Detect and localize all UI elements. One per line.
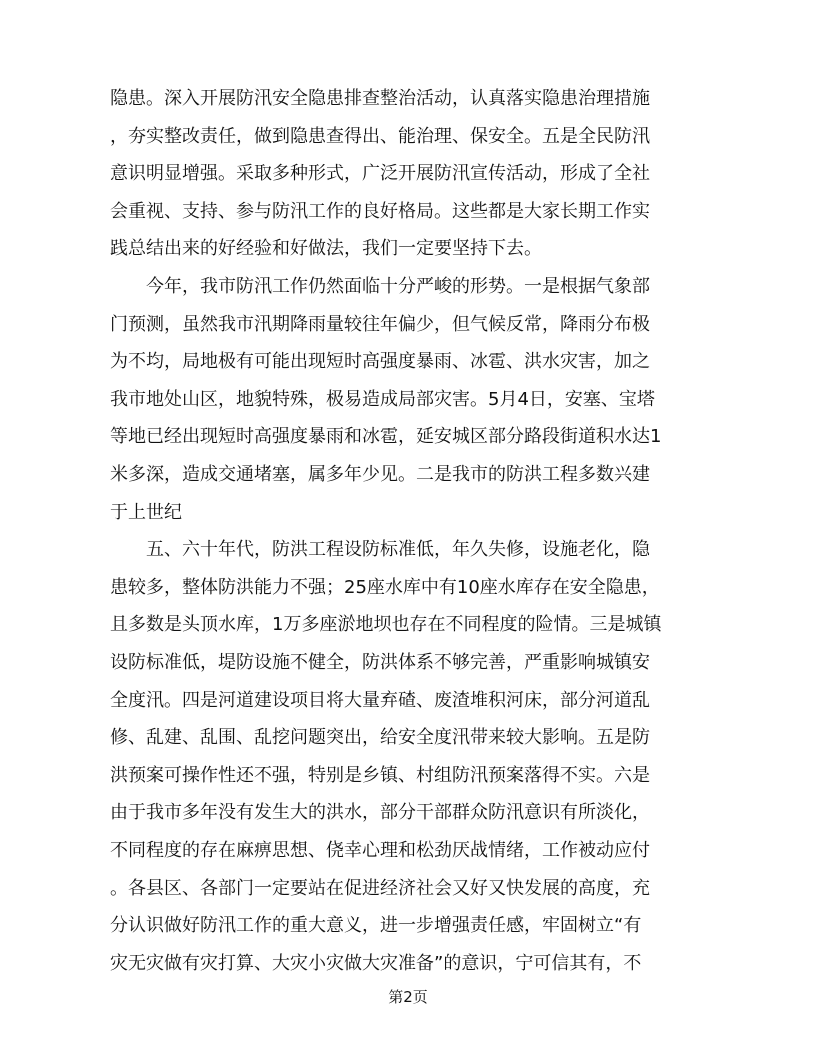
text-line-8: 为不均，局地极有可能出现短时高强度暴雨、冰雹、洪水灾害，加之 (110, 351, 650, 372)
text-line-22: 。各县区、各部门一定要站在促进经济社会又好又快发展的高度，充 (110, 878, 650, 899)
text-line-7: 门预测，虽然我市汛期降雨量较往年偏少，但气候反常，降雨分布极 (110, 314, 650, 335)
text-line-20: 由于我市多年没有发生大的洪水，部分干部群众防汛意识有所淡化， (110, 802, 650, 823)
text-line-23: 分认识做好防汛工作的重大意义，进一步增强责任感，牢固树立“有 (110, 915, 642, 936)
text-line-17: 全度汛。四是河道建设项目将大量弃碴、废渣堆积河床，部分河道乱 (110, 690, 650, 711)
text-line-4: 会重视、支持、参与防汛工作的良好格局。这些都是大家长期工作实 (110, 201, 650, 222)
page-footer: 第2页 (388, 988, 428, 1006)
text-line-1: 隐患。深入开展防汛安全隐患排查整治活动，认真落实隐患治理措施 (110, 88, 650, 109)
text-line-18: 修、乱建、乱围、乱挖问题突出，给安全度汛带来较大影响。五是防 (110, 727, 650, 748)
text-line-15: 且多数是头顶水库，1万多座淤地坝也存在不同程度的险情。三是城镇 (110, 614, 662, 635)
text-line-9: 我市地处山区，地貌特殊，极易造成局部灾害。5月4日，安塞、宝塔 (110, 389, 655, 410)
text-line-2: ，夯实整改责任，做到隐患查得出、能治理、保安全。五是全民防汛 (110, 126, 650, 147)
text-line-12: 于上世纪 (110, 502, 182, 523)
text-line-14: 患较多，整体防洪能力不强；25座水库中有10座水库存在安全隐患， (110, 577, 660, 598)
text-line-16: 设防标准低，堤防设施不健全，防洪体系不够完善，严重影响城镇安 (110, 652, 650, 673)
text-line-10: 等地已经出现短时高强度暴雨和冰雹，延安城区部分路段街道积水达1 (110, 426, 662, 447)
text-line-6: 今年，我市防汛工作仍然面临十分严峻的形势。一是根据气象部 (146, 276, 650, 297)
text-line-5: 践总结出来的好经验和好做法，我们一定要坚持下去。 (110, 238, 542, 259)
text-line-21: 不同程度的存在麻痹思想、侥幸心理和松劲厌战情绪，工作被动应付 (110, 840, 650, 861)
text-line-13: 五、六十年代，防洪工程设防标准低，年久失修，设施老化，隐 (146, 539, 650, 560)
text-line-3: 意识明显增强。采取多种形式，广泛开展防汛宣传活动，形成了全社 (110, 163, 650, 184)
text-line-24: 灾无灾做有灾打算、大灾小灾做大灾准备”的意识，宁可信其有，不 (110, 953, 642, 974)
text-line-19: 洪预案可操作性还不强，特别是乡镇、村组防汛预案落得不实。六是 (110, 765, 650, 786)
text-line-11: 米多深，造成交通堵塞，属多年少见。二是我市的防洪工程多数兴建 (110, 464, 650, 485)
